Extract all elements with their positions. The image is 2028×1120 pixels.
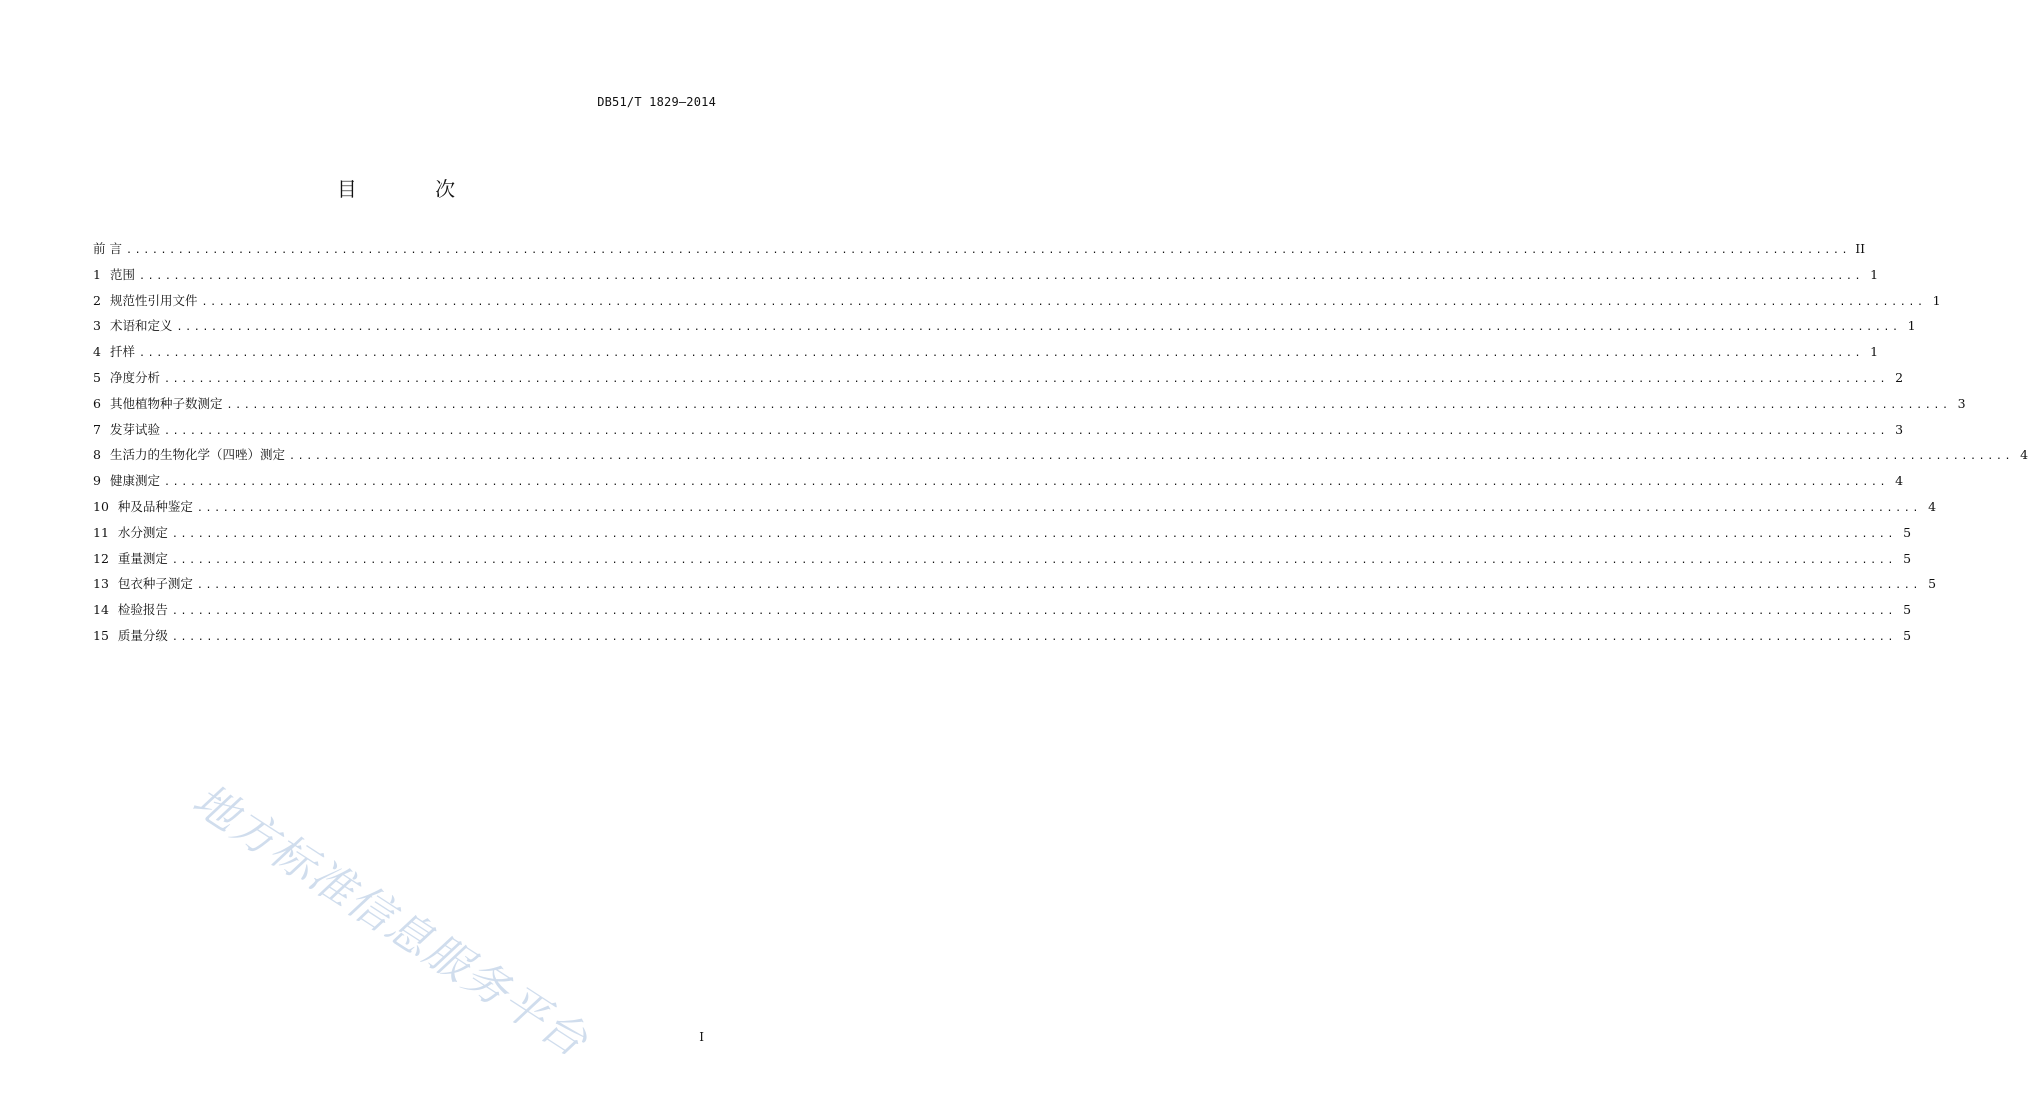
toc-leader-dots: ........................................................................................................................................................................................................: [171, 631, 1897, 643]
toc-entry[interactable]: [93, 442, 2028, 468]
toc-entry[interactable]: [93, 546, 1912, 572]
toc-entry-number: 3: [93, 318, 101, 334]
toc-entry[interactable]: [93, 597, 1912, 623]
toc-entry-number: 7: [93, 421, 101, 437]
toc-entry-page: 5: [1903, 524, 1912, 540]
toc-leader-dots: ........................................................................................................................................................................................................: [196, 502, 1922, 514]
toc-entry-page: 2: [1895, 369, 1904, 385]
toc-leader-dots: ........................................................................................................................................................................................................: [226, 399, 1951, 411]
toc-entry-number: 6: [93, 395, 101, 411]
toc-entry-label: 包衣种子测定: [117, 576, 193, 592]
toc-entry[interactable]: [93, 365, 1904, 391]
toc-entry-number: 11: [93, 524, 109, 540]
toc-entry-number: 5: [93, 369, 101, 385]
watermark: 地方标准信息服务平台: [183, 774, 598, 1068]
toc-entry-page: 5: [1928, 576, 1937, 592]
toc-entry-label: 重量测定: [117, 550, 168, 566]
toc-entry-number: 4: [93, 344, 101, 360]
toc-leader-dots: ........................................................................................................................................................................................................: [171, 554, 1897, 566]
toc-entry-page: 4: [1895, 473, 1904, 489]
toc-entry[interactable]: [93, 339, 1879, 365]
toc-entry[interactable]: [93, 262, 1879, 288]
toc-entry-page: 3: [1957, 395, 1966, 411]
toc-entry-page: 1: [1932, 292, 1941, 308]
toc-leader-dots: ........................................................................................................................................................................................................: [201, 296, 1926, 308]
toc-entry-label: 扦样: [109, 344, 135, 360]
toc-entry-page: 4: [2020, 447, 2028, 463]
toc-entry[interactable]: [93, 623, 1912, 649]
toc-leader-dots: ........................................................................................................................................................................................................: [163, 373, 1889, 385]
toc-entry-label: 净度分析: [109, 369, 160, 385]
toc-entry[interactable]: [93, 571, 1937, 597]
toc-entry-page: II: [1855, 241, 1866, 256]
toc-entry-number: 2: [93, 292, 101, 308]
toc-entry-label: 术语和定义: [109, 318, 173, 334]
table-of-contents: [93, 236, 2028, 649]
toc-entry[interactable]: [93, 494, 1937, 520]
toc-entry[interactable]: [93, 313, 1916, 339]
toc-leader-dots: ........................................................................................................................................................................................................: [171, 606, 1897, 618]
toc-leader-dots: ........................................................................................................................................................................................................: [171, 528, 1897, 540]
toc-leader-dots: ........................................................................................................................................................................................................: [163, 477, 1889, 489]
toc-entry-page: 5: [1903, 602, 1912, 618]
toc-entry-label: 前 言: [93, 241, 122, 256]
toc-entry-number: 15: [93, 627, 109, 643]
toc-entry-label: 生活力的生物化学（四唑）测定: [109, 447, 285, 463]
toc-entry-page: 1: [1870, 344, 1879, 360]
toc-entry-label: 范围: [109, 266, 135, 282]
toc-entry[interactable]: [93, 236, 1866, 262]
toc-entry-page: 4: [1928, 498, 1937, 514]
toc-leader-dots: ........................................................................................................................................................................................................: [176, 322, 1901, 334]
toc-entry-label: 种及品种鉴定: [117, 498, 193, 514]
toc-entry-number: 9: [93, 473, 101, 489]
toc-entry[interactable]: [93, 520, 1912, 546]
page-title: 目 次: [336, 177, 492, 201]
toc-entry-page: 5: [1903, 550, 1912, 566]
toc-entry-number: 12: [93, 550, 109, 566]
toc-entry-number: 13: [93, 576, 109, 592]
toc-leader-dots: ........................................................................................................................................................................................................: [288, 451, 2014, 463]
toc-entry[interactable]: [93, 391, 1966, 417]
toc-entry-label: 检验报告: [117, 602, 168, 618]
toc-entry-page: 3: [1895, 421, 1904, 437]
toc-entry-page: 1: [1870, 266, 1879, 282]
toc-entry-label: 其他植物种子数测定: [109, 395, 223, 411]
toc-entry-number: 10: [93, 498, 109, 514]
toc-entry-label: 发芽试验: [109, 421, 160, 437]
toc-leader-dots: ........................................................................................................................................................................................................: [163, 425, 1889, 437]
toc-leader-dots: ........................................................................................................................................................................................................: [138, 270, 1864, 282]
toc-leader-dots: ........................................................................................................................................................................................................: [125, 245, 1851, 256]
toc-entry-number: 14: [93, 602, 109, 618]
toc-entry[interactable]: [93, 468, 1904, 494]
toc-entry[interactable]: [93, 417, 1904, 443]
toc-entry-label: 规范性引用文件: [109, 292, 198, 308]
toc-leader-dots: ........................................................................................................................................................................................................: [138, 348, 1864, 360]
toc-entry-label: 水分测定: [117, 524, 168, 540]
toc-leader-dots: ........................................................................................................................................................................................................: [196, 580, 1922, 592]
document-code: DB51/T 1829—2014: [597, 95, 716, 109]
toc-entry-page: 5: [1903, 627, 1912, 643]
toc-entry-page: 1: [1907, 318, 1916, 334]
toc-entry-number: 1: [93, 266, 101, 282]
toc-entry-label: 健康测定: [109, 473, 160, 489]
toc-entry-number: 8: [93, 447, 101, 463]
toc-entry[interactable]: [93, 288, 1941, 314]
page-number: I: [699, 1030, 704, 1044]
toc-entry-label: 质量分级: [117, 627, 168, 643]
